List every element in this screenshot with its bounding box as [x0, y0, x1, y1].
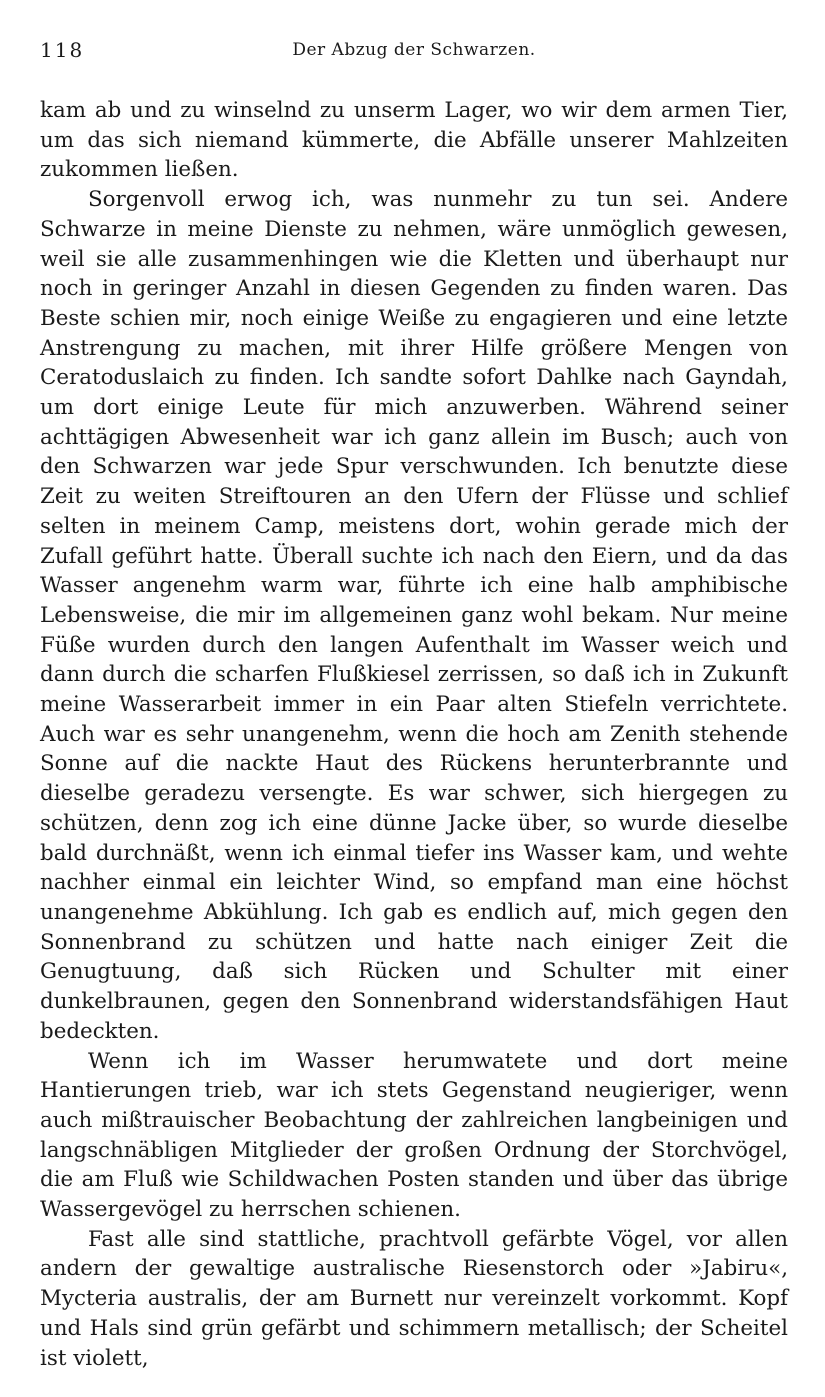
paragraph: Fast alle sind stattliche, prachtvoll gefärbte Vögel, vor allen andern der gewaltige australische Riesenstorch oder »Jabiru«, Mycteria australis, der am Burnett nur vereinzelt vorkommt. Kopf und Hals sind grün gefärbt und schimmern metallisch; der Scheitel ist violett, [40, 1226, 788, 1371]
paragraph: Wenn ich im Wasser herumwatete und dort meine Hantierungen trieb, war ich stets Gegenstand neugieriger, wenn auch mißtrauischer Beobachtung der zahlreichen langbeinigen und langschnäbligen Mitglieder der großen Ordnung der Storchvögel, die am Fluß wie Schildwachen Posten standen und über das übrige Wassergevögel zu herrschen schienen. [40, 1048, 788, 1223]
body-text [40, 96, 788, 1373]
book-page [40, 38, 788, 1373]
page-number: 118 [40, 38, 85, 62]
page-header [40, 38, 788, 68]
running-head: Der Abzug der Schwarzen. [292, 40, 536, 60]
paragraph: Sorgenvoll erwog ich, was nunmehr zu tun sei. Andere Schwarze in meine Dienste zu nehmen, wäre unmöglich gewesen, weil sie alle zusammenhingen wie die Kletten und überhaupt nur noch in geringer Anzahl in diesen Gegenden zu finden waren. Das Beste schien mir, noch einige Weiße zu engagieren und eine letzte Anstrengung zu machen, mit ihrer Hilfe größere Mengen von Ceratoduslaich zu finden. Ich sandte sofort Dahlke nach Gayndah, um dort einige Leute für mich anzuwerben. Während seiner achttägigen Abwesenheit war ich ganz allein im Busch; auch von den Schwarzen war jede Spur verschwunden. Ich benutzte diese Zeit zu weiten Streiftouren an den Ufern der Flüsse und schlief selten in meinem Camp, meistens dort, wohin gerade mich der Zufall geführt hatte. Überall suchte ich nach den Eiern, und da das Wasser angenehm warm war, führte ich eine halb amphibische Lebensweise, die mir im allgemeinen ganz wohl bekam. Nur meine Füße wurden durch den langen Aufenthalt im Wasser weich und dann durch die scharfen Flußkiesel zerrissen, so daß ich in Zukunft meine Wasserarbeit immer in ein Paar alten Stiefeln verrichtete. Auch war es sehr unangenehm, wenn die hoch am Zenith stehende Sonne auf die nackte Haut des Rückens herunterbrannte und dieselbe geradezu versengte. Es war schwer, sich hiergegen zu schützen, denn zog ich eine dünne Jacke über, so wurde dieselbe bald durchnäßt, wenn ich einmal tiefer ins Wasser kam, und wehte nachher einmal ein leichter Wind, so empfand man eine höchst unangenehme Abkühlung. Ich gab es endlich auf, mich gegen den Sonnenbrand zu schützen und hatte nach einiger Zeit die Genugtuung, daß sich Rücken und Schulter mit einer dunkelbraunen, gegen den Sonnenbrand widerstandsfähigen Haut bedeckten. [40, 187, 788, 1044]
paragraph-continuation: kam ab und zu winselnd zu unserm Lager, wo wir dem armen Tier, um das sich niemand kümmerte, die Abfälle unserer Mahlzeiten zukommen ließen. [40, 98, 788, 183]
